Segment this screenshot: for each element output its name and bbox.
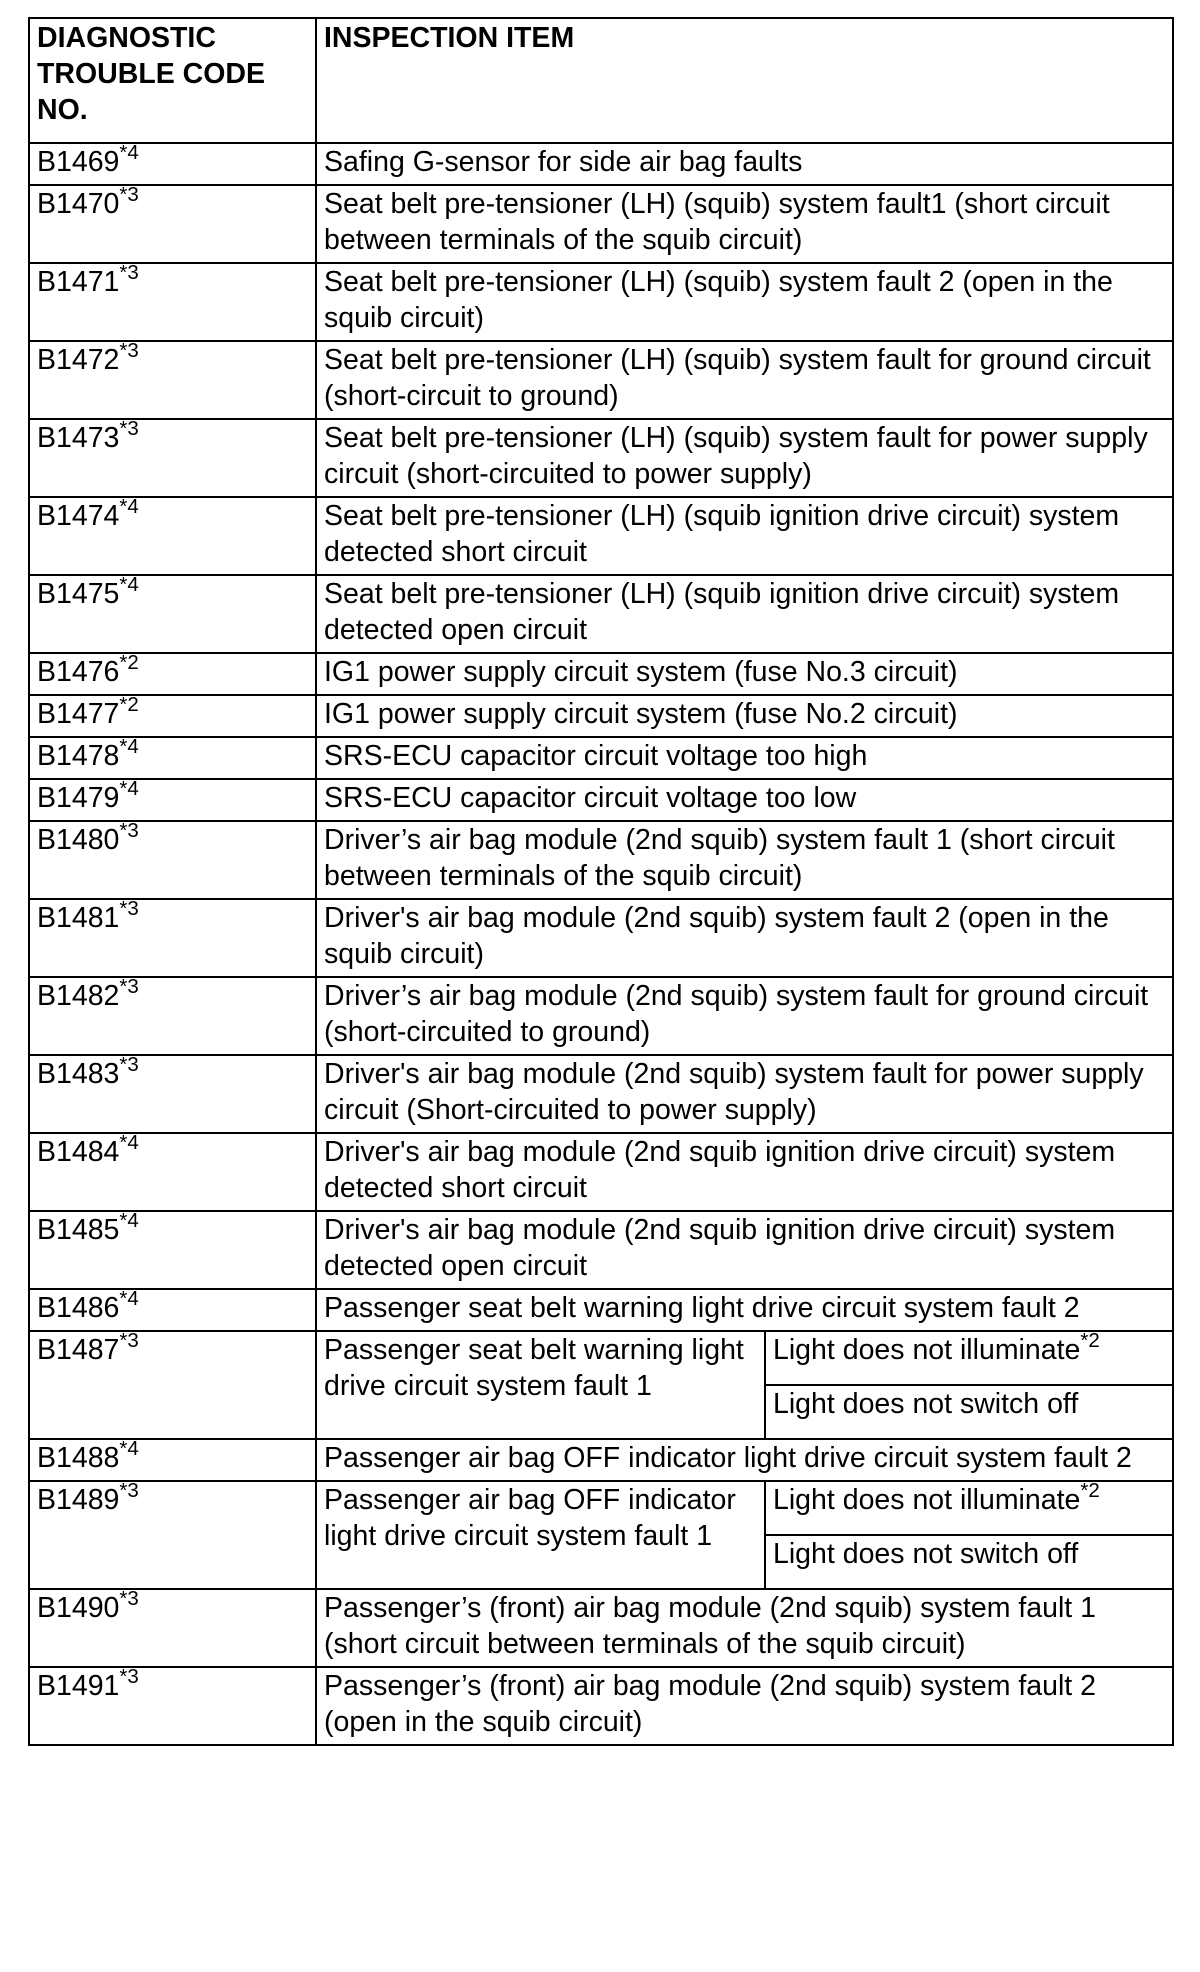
dtc-footnote-marker: *4	[119, 572, 139, 596]
dtc-footnote-marker: *3	[119, 1328, 139, 1352]
dtc-footnote-marker: *3	[119, 1664, 139, 1688]
table-row	[29, 737, 1173, 779]
dtc-code: B1476	[37, 656, 120, 688]
dtc-code-cell	[29, 182, 316, 263]
inspection-item: SRS-ECU capacitor circuit voltage too high	[316, 737, 1173, 779]
dtc-code: B1473	[37, 422, 120, 454]
dtc-footnote-marker: *4	[119, 1208, 139, 1232]
inspection-item: Driver's air bag module (2nd squib ignition drive circuit) system detected open circuit	[316, 1211, 1173, 1289]
inspection-item: Safing G-sensor for side air bag faults	[316, 143, 1173, 185]
condition-text: Light does not illuminate	[773, 1334, 1081, 1366]
dtc-code: B1481	[37, 902, 120, 934]
dtc-footnote-marker: *3	[119, 974, 139, 998]
inspection-item: Passenger seat belt warning light drive circuit system fault 1	[316, 1331, 765, 1439]
dtc-code-cell	[29, 1436, 316, 1481]
dtc-code: B1483	[37, 1058, 120, 1090]
table-row	[29, 1331, 1173, 1385]
dtc-footnote-marker: *3	[119, 260, 139, 284]
dtc-code-cell	[29, 494, 316, 575]
table-row	[29, 1667, 1173, 1745]
dtc-footnote-marker: *3	[119, 1478, 139, 1502]
table-row	[29, 977, 1173, 1055]
dtc-code: B1472	[37, 344, 120, 376]
inspection-item: Passenger’s (front) air bag module (2nd squib) system fault 2 (open in the squib circuit)	[316, 1667, 1173, 1745]
inspection-condition	[765, 1535, 1173, 1589]
table-row	[29, 1289, 1173, 1331]
inspection-item: Seat belt pre-tensioner (LH) (squib) system fault1 (short circuit between terminals of the squib circuit)	[316, 185, 1173, 263]
table-row	[29, 1211, 1173, 1289]
dtc-code: B1478	[37, 740, 120, 772]
table-row	[29, 653, 1173, 695]
dtc-footnote-marker: *4	[119, 1436, 139, 1460]
dtc-footnote-marker: *3	[119, 896, 139, 920]
table-row	[29, 575, 1173, 653]
table-row	[29, 899, 1173, 977]
table-row	[29, 419, 1173, 497]
dtc-code-cell	[29, 776, 316, 821]
dtc-footnote-marker: *4	[119, 494, 139, 518]
dtc-footnote-marker: *3	[119, 818, 139, 842]
dtc-code: B1479	[37, 782, 120, 814]
dtc-code-cell	[29, 1052, 316, 1133]
inspection-item: Driver's air bag module (2nd squib) system fault for power supply circuit (Short-circuited to power supply)	[316, 1055, 1173, 1133]
dtc-code-cell	[29, 572, 316, 653]
dtc-code: B1491	[37, 1670, 120, 1702]
table-row	[29, 695, 1173, 737]
inspection-condition	[765, 1328, 1173, 1385]
inspection-item: Seat belt pre-tensioner (LH) (squib) system fault 2 (open in the squib circuit)	[316, 263, 1173, 341]
dtc-footnote-marker: *4	[119, 140, 139, 164]
dtc-code-cell	[29, 974, 316, 1055]
header-row	[29, 18, 1173, 143]
dtc-footnote-marker: *4	[119, 734, 139, 758]
inspection-item: Driver's air bag module (2nd squib ignition drive circuit) system detected short circuit	[316, 1133, 1173, 1211]
dtc-code-cell	[29, 260, 316, 341]
dtc-code-cell	[29, 1286, 316, 1331]
table-row	[29, 185, 1173, 263]
inspection-item: Driver’s air bag module (2nd squib) system fault 1 (short circuit between terminals of the squib circuit)	[316, 821, 1173, 899]
dtc-code: B1477	[37, 698, 120, 730]
condition-text: Light does not switch off	[773, 1388, 1079, 1420]
header-code: DIAGNOSTIC TROUBLE CODE NO.	[29, 18, 316, 143]
dtc-table	[28, 17, 1174, 1746]
table-row	[29, 1439, 1173, 1481]
dtc-code-cell	[29, 734, 316, 779]
dtc-footnote-marker: *3	[119, 1052, 139, 1076]
dtc-footnote-marker: *3	[119, 182, 139, 206]
dtc-code-cell	[29, 896, 316, 977]
condition-text: Light does not illuminate	[773, 1484, 1081, 1516]
inspection-item: Driver’s air bag module (2nd squib) system fault for ground circuit (short-circuited to ground)	[316, 977, 1173, 1055]
inspection-item: Seat belt pre-tensioner (LH) (squib) system fault for power supply circuit (short-circuited to power supply)	[316, 419, 1173, 497]
condition-text: Light does not switch off	[773, 1538, 1079, 1570]
inspection-item: Passenger seat belt warning light drive circuit system fault 2	[316, 1289, 1173, 1331]
header-inspection-item: INSPECTION ITEM	[316, 18, 1173, 143]
inspection-item: Seat belt pre-tensioner (LH) (squib ignition drive circuit) system detected open circuit	[316, 575, 1173, 653]
inspection-item: Seat belt pre-tensioner (LH) (squib ignition drive circuit) system detected short circuit	[316, 497, 1173, 575]
dtc-footnote-marker: *4	[119, 1286, 139, 1310]
dtc-code: B1487	[37, 1334, 120, 1366]
inspection-item: Passenger air bag OFF indicator light drive circuit system fault 1	[316, 1481, 765, 1589]
dtc-code-cell	[29, 416, 316, 497]
dtc-code-cell	[29, 1478, 316, 1589]
dtc-footnote-marker: *4	[119, 1130, 139, 1154]
table-row	[29, 821, 1173, 899]
inspection-item: Passenger air bag OFF indicator light drive circuit system fault 2	[316, 1439, 1173, 1481]
dtc-footnote-marker: *3	[119, 1586, 139, 1610]
table-row	[29, 1481, 1173, 1535]
dtc-code: B1482	[37, 980, 120, 1012]
dtc-code-cell	[29, 1130, 316, 1211]
dtc-code-cell	[29, 338, 316, 419]
dtc-code: B1490	[37, 1592, 120, 1624]
dtc-code-cell	[29, 1664, 316, 1745]
table-row	[29, 1133, 1173, 1211]
dtc-footnote-marker: *2	[119, 692, 139, 716]
dtc-code: B1475	[37, 578, 120, 610]
inspection-condition	[765, 1478, 1173, 1535]
dtc-code: B1474	[37, 500, 120, 532]
dtc-code: B1488	[37, 1442, 120, 1474]
inspection-item: IG1 power supply circuit system (fuse No.3 circuit)	[316, 653, 1173, 695]
dtc-code: B1486	[37, 1292, 120, 1324]
inspection-item: Driver's air bag module (2nd squib) system fault 2 (open in the squib circuit)	[316, 899, 1173, 977]
table-row	[29, 779, 1173, 821]
dtc-footnote-marker: *4	[119, 776, 139, 800]
table-row	[29, 341, 1173, 419]
dtc-code: B1469	[37, 146, 120, 178]
dtc-code-cell	[29, 140, 316, 185]
dtc-code: B1485	[37, 1214, 120, 1246]
table-body	[29, 140, 1173, 1745]
inspection-item: Seat belt pre-tensioner (LH) (squib) system fault for ground circuit (short-circuit to ground)	[316, 341, 1173, 419]
inspection-item: SRS-ECU capacitor circuit voltage too low	[316, 779, 1173, 821]
dtc-code: B1480	[37, 824, 120, 856]
dtc-code: B1471	[37, 266, 120, 298]
dtc-footnote-marker: *2	[119, 650, 139, 674]
dtc-code-cell	[29, 1328, 316, 1439]
table-row	[29, 263, 1173, 341]
inspection-item: IG1 power supply circuit system (fuse No.2 circuit)	[316, 695, 1173, 737]
dtc-code: B1489	[37, 1484, 120, 1516]
inspection-condition	[765, 1385, 1173, 1439]
dtc-code-cell	[29, 650, 316, 695]
dtc-code: B1470	[37, 188, 120, 220]
table-row	[29, 1055, 1173, 1133]
dtc-code: B1484	[37, 1136, 120, 1168]
table-row	[29, 497, 1173, 575]
inspection-item: Passenger’s (front) air bag module (2nd squib) system fault 1 (short circuit between terminals of the squib circuit)	[316, 1589, 1173, 1667]
table-row	[29, 143, 1173, 185]
dtc-code-cell	[29, 692, 316, 737]
dtc-code-cell	[29, 818, 316, 899]
dtc-footnote-marker: *3	[119, 338, 139, 362]
dtc-footnote-marker: *3	[119, 416, 139, 440]
dtc-code-cell	[29, 1208, 316, 1289]
dtc-code-cell	[29, 1586, 316, 1667]
condition-footnote-marker: *2	[1080, 1478, 1100, 1502]
condition-footnote-marker: *2	[1080, 1328, 1100, 1352]
table-row	[29, 1589, 1173, 1667]
